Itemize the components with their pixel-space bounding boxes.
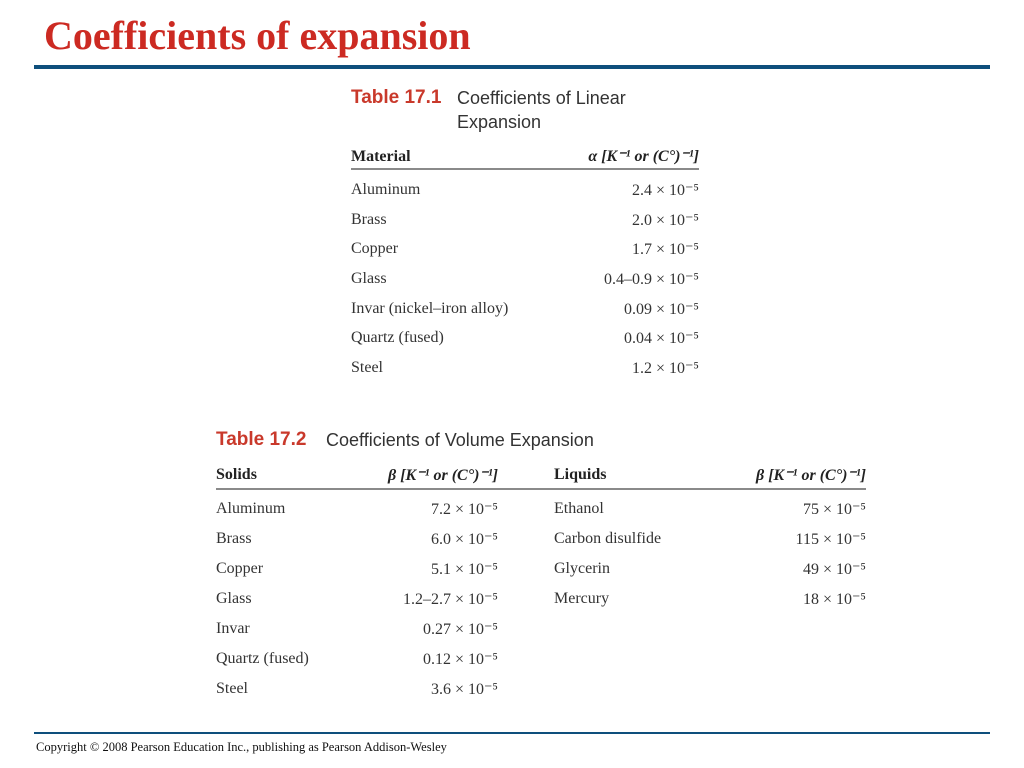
coeff-cell: 0.04 × 10⁻⁵ <box>623 330 699 348</box>
material-cell: Copper <box>351 240 399 258</box>
solid-coeff-cell: 0.12 × 10⁻⁵ <box>422 651 498 668</box>
table2-col-liquids: Liquids <box>554 466 607 483</box>
solid-coeff-cell: 0.27 × 10⁻⁵ <box>422 621 498 638</box>
liquid-material-cell: Carbon disulfide <box>554 530 662 547</box>
table-row <box>351 353 699 383</box>
table1-col-material: Material <box>351 148 411 165</box>
table2-col-liquids-coeff: β [K⁻¹ or (C°)⁻¹] <box>756 467 866 484</box>
copyright-footer: Copyright © 2008 Pearson Education Inc., publishing as Pearson Addison-Wesley <box>36 740 447 754</box>
table-row <box>351 264 699 294</box>
solid-material-cell: Glass <box>216 590 252 607</box>
solid-material-cell: Brass <box>216 530 252 547</box>
table2-col-solids: Solids <box>216 466 257 483</box>
solid-material-cell: Invar <box>216 620 250 637</box>
solid-coeff-cell: 3.6 × 10⁻⁵ <box>430 681 498 698</box>
coeff-cell: 0.09 × 10⁻⁵ <box>623 300 699 318</box>
table2-caption <box>216 428 594 452</box>
material-cell: Quartz (fused) <box>351 329 444 347</box>
table1-col-coeff: α [K⁻¹ or (C°)⁻¹] <box>588 148 699 165</box>
coeff-cell: 2.4 × 10⁻⁵ <box>631 181 699 199</box>
table1-title: Coefficients of Linear Expansion <box>457 88 626 132</box>
table1-label: Table 17.1 <box>351 87 442 108</box>
linear-expansion-table <box>351 144 699 383</box>
table-row <box>351 294 699 324</box>
liquid-material-cell: Mercury <box>554 590 610 607</box>
volume-expansion-table <box>216 462 866 704</box>
solid-material-cell: Steel <box>216 680 248 697</box>
coeff-cell: 1.2 × 10⁻⁵ <box>631 359 699 377</box>
solid-material-cell: Aluminum <box>216 500 286 517</box>
table2-header <box>216 462 866 490</box>
table2-label: Table 17.2 <box>216 429 307 450</box>
coeff-cell: 0.4–0.9 × 10⁻⁵ <box>603 270 699 288</box>
solid-coeff-cell: 7.2 × 10⁻⁵ <box>430 501 498 518</box>
table-row <box>351 175 699 205</box>
material-cell: Steel <box>351 358 383 376</box>
solids-names-column <box>216 494 366 704</box>
title-divider <box>34 65 990 69</box>
table-row <box>351 205 699 235</box>
table2-title: Coefficients of Volume Expansion <box>326 430 594 450</box>
solid-coeff-cell: 1.2–2.7 × 10⁻⁵ <box>402 591 498 608</box>
material-cell: Glass <box>351 269 387 287</box>
solids-values-column <box>366 494 498 704</box>
liquid-coeff-cell: 75 × 10⁻⁵ <box>802 501 866 518</box>
solid-material-cell: Copper <box>216 560 264 577</box>
table-row <box>351 323 699 353</box>
coeff-cell: 1.7 × 10⁻⁵ <box>631 241 699 259</box>
material-cell: Invar (nickel–iron alloy) <box>351 299 509 317</box>
table2-col-solids-coeff: β [K⁻¹ or (C°)⁻¹] <box>388 467 498 484</box>
table1-header <box>351 144 699 170</box>
liquid-material-cell: Ethanol <box>554 500 604 517</box>
footer-divider <box>34 732 990 734</box>
table-row <box>351 234 699 264</box>
solid-coeff-cell: 5.1 × 10⁻⁵ <box>430 561 498 578</box>
coeff-cell: 2.0 × 10⁻⁵ <box>631 211 699 229</box>
material-cell: Aluminum <box>351 180 421 198</box>
liquid-coeff-cell: 18 × 10⁻⁵ <box>802 591 866 608</box>
liquid-coeff-cell: 49 × 10⁻⁵ <box>802 561 866 578</box>
liquids-values-column <box>724 494 866 704</box>
slide-title: Coefficients of expansion <box>44 13 471 58</box>
liquid-material-cell: Glycerin <box>554 560 610 577</box>
material-cell: Brass <box>351 210 387 228</box>
table1-caption <box>351 86 667 134</box>
solid-coeff-cell: 6.0 × 10⁻⁵ <box>430 531 498 548</box>
solid-material-cell: Quartz (fused) <box>216 650 309 667</box>
liquid-coeff-cell: 115 × 10⁻⁵ <box>795 531 866 548</box>
liquids-names-column <box>554 494 724 704</box>
